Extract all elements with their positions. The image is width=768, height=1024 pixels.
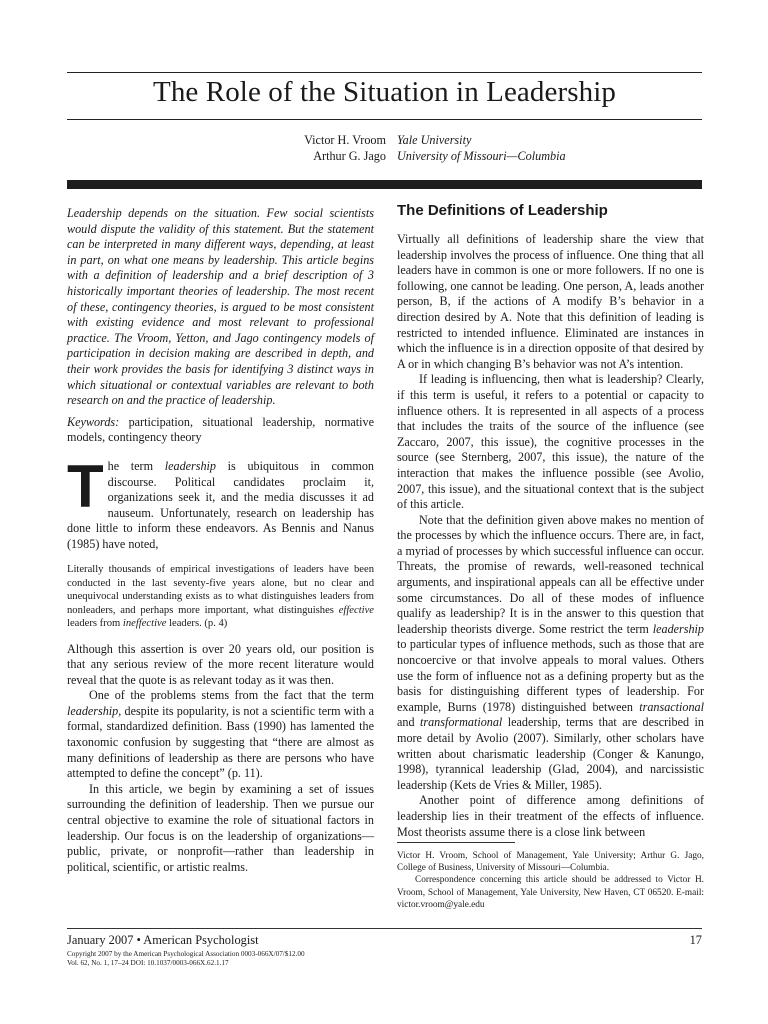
emphasis: leadership,: [67, 703, 122, 718]
copyright-line: Copyright 2007 by the American Psychological Association 0003-066X/07/$12.00: [67, 950, 305, 958]
emphasis: effective: [338, 604, 374, 616]
keywords-list: participation, situational leadership, normative models, contingency theory: [67, 414, 374, 445]
body-paragraph: Although this assertion is over 20 years old, our position is that any serious review of the more recent literature would reveal that the quote is as relevant today as it was then.: [67, 641, 374, 687]
body-paragraph: [397, 513, 704, 794]
body-paragraph: If leading is influencing, then what is leadership? Clearly, if this term is useful, it refers to a potential or capacity to influence others. It is represented in all aspects of a process that includes the traits of the source of the influence (see Zaccaro, 2007, this issue), the cognitive processes in the source (see Sternberg, 2007, this issue), the nature of the interaction that makes the influence possible (see Avolio, 2007, this issue), and the situational context that is the subject of this article.: [397, 372, 704, 512]
affiliation: Yale University: [397, 133, 472, 147]
footnote-correspondence: Correspondence concerning this article should be addressed to Victor H. Vroom, School of Management, Yale University, New Haven, CT 06520. E-mail: victor.vroom@yale.edu: [397, 875, 704, 910]
text-run: leaders from: [67, 618, 123, 630]
right-column: [397, 200, 704, 840]
text-run: Literally thousands of empirical investigations of leaders have been conducted in the last seventy-five years alone, but no clear and unequivocal understanding exists as to what distinguishes leaders from nonleaders, and perhaps more important, what distinguishes: [67, 564, 374, 616]
author-name: Arthur G. Jago: [313, 149, 386, 163]
emphasis: leadership: [164, 458, 216, 473]
text-run: Note that the definition given above makes no mention of the processes by which the influence occurs. There are, in fact, a myriad of processes by which successful influence can occur. Threats, the promise of rewards, well-reasoned technical arguments, and inspirational appeals can all be effective under some circumstances. Do all of these modes of influence qualify as leadership? It is in the answer to this question that leadership theorists diverge. Some restrict the term: [397, 512, 704, 636]
keywords-label: Keywords:: [67, 414, 120, 429]
author-footnote: [397, 850, 704, 911]
top-rule: [67, 72, 702, 73]
body-paragraph: In this article, we begin by examining a set of issues surrounding the definition of leadership. Then we pursue our central objective to examine the role of situational factors in leadership. Our focus is on the leadership of organizations—public, private, or nonprofit—rather than leadership in political, scientific, or artistic realms.: [67, 781, 374, 874]
text-run: and: [397, 715, 420, 730]
left-column: [67, 206, 374, 875]
copyright-notice: [67, 950, 567, 968]
block-quote: [67, 563, 374, 630]
title-rule: [67, 119, 702, 120]
text-run: despite its popularity, is not a scientific term with a formal, standardized definition. Bass (1990) has lamented the taxonomic confusion by suggesting that “there are almost as many definitions of leadership as there are persons who have attempted to define the concept” (p. 11).: [67, 703, 374, 781]
text-run: to particular types of influence methods, such as those that are noncoercive or that involve appeals to moral values. Others use the form of influence not as a defining property but as the basis for distinguishing different types of leadership. For example, Burns (1978) distinguished between: [397, 637, 704, 714]
text-run: is ubiquitous in common discourse. Political candidates proclaim it, organizations seek it, and the media discusses it ad nauseum. Unfortunately, research on leadership has done little to inform these endeavors. As Bennis and Nanus (1985) have noted,: [67, 458, 374, 551]
emphasis: ineffective: [122, 618, 167, 630]
footnote-rule: [397, 842, 515, 843]
body-paragraph: [67, 688, 374, 782]
keywords: [67, 415, 374, 446]
affiliation: University of Missouri—Columbia: [397, 149, 566, 163]
page-number: 17: [689, 933, 702, 947]
abstract: Leadership depends on the situation. Few social scientists would dispute the validity of this statement. But the statement can be interpreted in many different ways, depending, at least in part, on what one means by leadership. This article begins with a definition of leadership and a brief description of 3 historically important theories of leadership. The most recent of these, contingency theories, is argued to be most consistent with existing evidence and most relevant to professional practice. The Vroom, Yetton, and Jago contingency models of participation in decision making are described in depth, and their work provides the basis for identifying 3 distinct ways in which situational or contextual variables are relevant to both research on and the practice of leadership.: [67, 206, 374, 408]
text-run: he term: [107, 458, 165, 473]
emphasis: transformational: [420, 715, 503, 730]
author-list: [240, 132, 386, 164]
text-run: One of the problems stems from the fact that the term: [89, 688, 374, 703]
author-name: Victor H. Vroom: [304, 133, 386, 147]
text-run: leadership, terms that are described in more detail by Avolio (2007). Similarly, other scholars have written about charismatic leadership (Conger & Kanungo, 1998), tyrannical leadership (Glad, 2004), and narcissistic leadership (Kets de Vries & Miller, 1985).: [397, 715, 704, 792]
text-run: leaders. (p. 4): [166, 618, 228, 630]
body-paragraph: Another point of difference among definitions of leadership lies in their treatment of the effects of influence. Most theorists assume there is a close link between: [397, 793, 704, 839]
volume-doi-line: Vol. 62, No. 1, 17–24 DOI: 10.1037/0003-066X.62.1.17: [67, 959, 229, 967]
affiliation-list: [397, 132, 697, 164]
footnote-affiliation: Victor H. Vroom, School of Management, Yale University; Arthur G. Jago, College of Business, University of Missouri—Columbia.: [397, 851, 704, 874]
drop-cap: T: [67, 458, 104, 520]
header-bar: [67, 180, 702, 189]
article-title: The Role of the Situation in Leadership: [153, 76, 616, 108]
intro-paragraph: [67, 459, 374, 553]
journal-footer: January 2007 • American Psychologist: [67, 933, 259, 947]
section-heading: The Definitions of Leadership: [397, 202, 608, 219]
emphasis: leadership: [652, 621, 704, 636]
body-paragraph: Virtually all definitions of leadership share the view that leadership involves the process of influence. One thing that all leaders have in common is one or more followers. If no one is following, one cannot be leading. One person, A, leads another person, B, if the actions of A modify B’s behavior in a direction desired by A. Note that this definition of leading is restricted to intended influence. Eliminated are instances in which the influence is in a direction opposite of that desired by A or in which changing B’s behavior was not A’s intention.: [397, 232, 704, 371]
emphasis: transactional: [639, 699, 704, 714]
footer-rule: [67, 928, 702, 929]
